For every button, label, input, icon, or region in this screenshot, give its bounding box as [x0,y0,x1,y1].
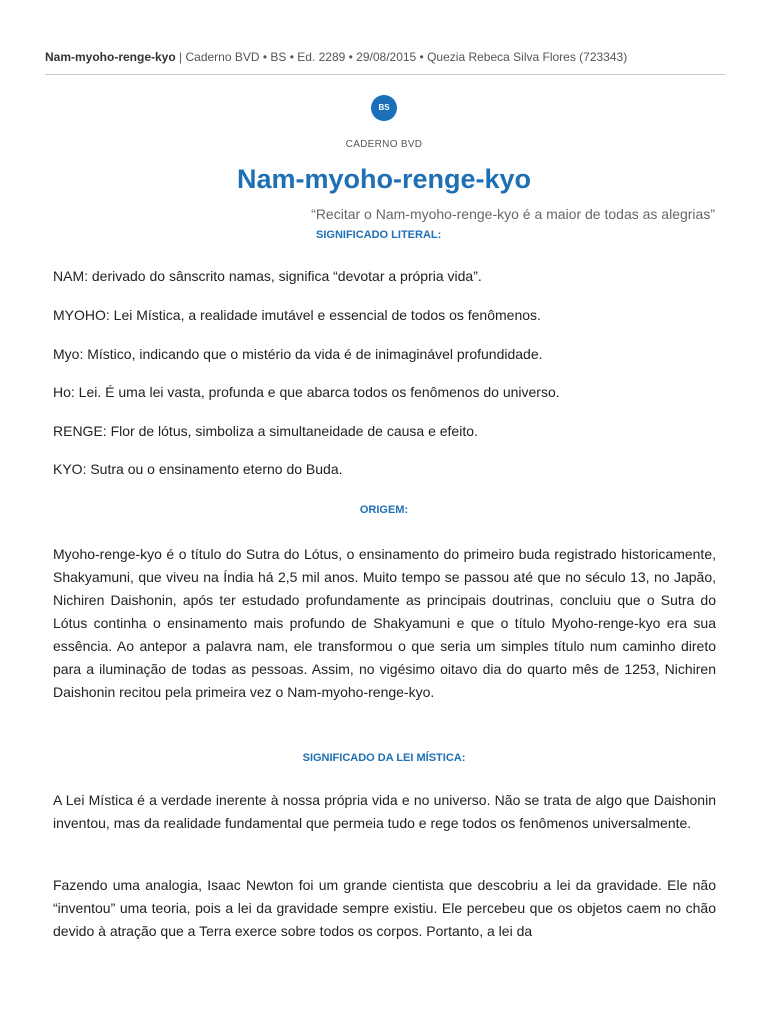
definition-myo: Myo: Místico, indicando que o mistério da vida é de inimaginável profundidade. [53,346,543,362]
section-name: CADERNO BVD [345,139,423,150]
subhead-origem: ORIGEM: [359,504,409,516]
section-badge-icon: BS [371,95,397,121]
page-quote: “Recitar o Nam-myoho-renge-kyo é a maior de todas as alegrias” [311,206,715,222]
document-header [45,50,725,64]
paragraph-lei-mistica-2: Fazendo uma analogia, Isaac Newton foi um grande cientista que descobriu a lei da gravidade. Ele não “inventou” uma teoria, pois a lei da gravidade sempre existiu. Ele percebeu que os objetos caem no chão devido à atração que a Terra exerce sobre todos os corpos. Portanto, a lei da [53,877,716,939]
subhead-lei-mistica: SIGNIFICADO DA LEI MÍSTICA: [302,752,466,764]
definition-nam: NAM: derivado do sânscrito namas, significa “devotar a própria vida”. [53,268,482,284]
paragraph-origem: Myoho-renge-kyo é o título do Sutra do Lótus, o ensinamento do primeiro buda registrado historicamente, Shakyamuni, que viveu na Índia há 2,5 mil anos. Muito tempo se passou até que no século 13, no Japão, Nichiren Daishonin, após ter estudado profundamente as principais doutrinas, concluiu que o Sutra do Lótus continha o ensinamento mais profundo de Shakyamuni e que o título Myoho-renge-kyo era sua essência. Ao antepor a palavra nam, ele transformou o que seria um simples título num caminho direto para a iluminação de todas as pessoas. Assim, no vigésimo oitavo dia do quarto mês de 1253, Nichiren Daishonin recitou pela primeira vez o Nam-myoho-renge-kyo. [53,546,716,700]
paragraph-lei-mistica-1: A Lei Mística é a verdade inerente à nossa própria vida e no universo. Não se trata de algo que Daishonin inventou, mas da realidade fundamental que permeia tudo e rege todos os fenômenos universalmente. [53,792,716,831]
header-divider [45,74,725,75]
header-meta: | Caderno BVD • BS • Ed. 2289 • 29/08/2015 • Quezia Rebeca Silva Flores (723343) [175,50,628,64]
header-title: Nam-myoho-renge-kyo [45,50,176,64]
definition-renge: RENGE: Flor de lótus, simboliza a simultaneidade de causa e efeito. [53,423,478,439]
definition-kyo: KYO: Sutra ou o ensinamento eterno do Buda. [53,461,343,477]
definition-myoho: MYOHO: Lei Mística, a realidade imutável e essencial de todos os fenômenos. [53,307,541,323]
subhead-literal: SIGNIFICADO LITERAL: [316,229,442,241]
page-title: Nam-myoho-renge-kyo [236,164,532,194]
definition-ho: Ho: Lei. É uma lei vasta, profunda e que abarca todos os fenômenos do universo. [53,384,560,400]
